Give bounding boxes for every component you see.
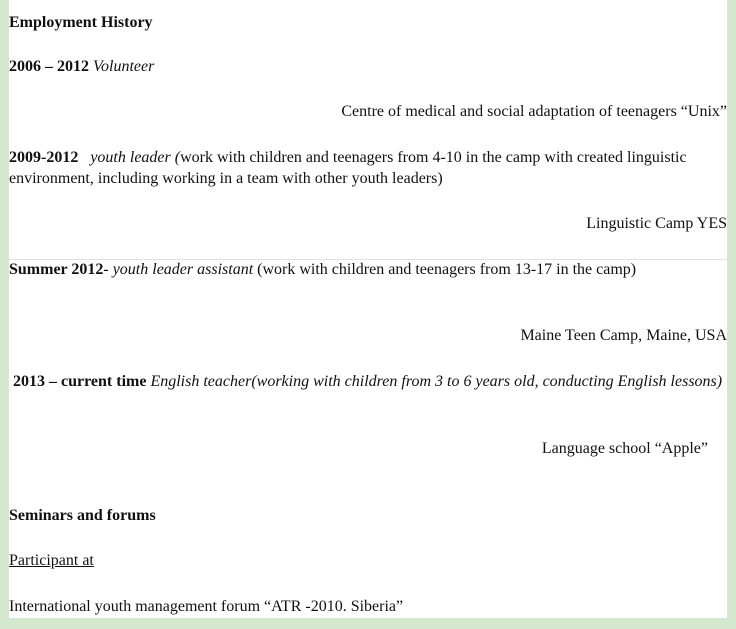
employment-history-heading: Employment History (9, 14, 153, 31)
entry-title: Volunteer (93, 58, 155, 75)
seminar-item: International youth management forum “ATR -2010. Siberia” (9, 598, 404, 615)
entry-description: work with children and teenagers from 4-10 in the camp with created linguistic environment, including working in a team with other youth leaders) (9, 149, 687, 187)
resume-page (9, 0, 727, 618)
employment-entry-3 (9, 259, 709, 280)
entry-title: youth leader assistant (112, 261, 254, 278)
employment-entry-4-org: Language school “Apple” (541, 440, 708, 457)
entry-dates: 2009-2012 (9, 149, 79, 166)
entry-dates: 2006 – 2012 (9, 58, 89, 75)
entry-dates: 2013 – current time (13, 373, 147, 390)
entry-title: youth leader ( (90, 149, 181, 166)
employment-entry-2 (9, 147, 727, 189)
employment-entry-4 (9, 371, 727, 392)
entry-separator: - (103, 261, 113, 278)
entry-dates: Summer 2012 (9, 261, 104, 278)
employment-entry-1-org: Centre of medical and social adaptation of teenagers “Unix” (341, 103, 727, 120)
entry-title: English teacher(working with children from 3 to 6 years old, conducting English lessons) (150, 373, 723, 390)
employment-entry-3-org: Maine Teen Camp, Maine, USA (520, 327, 727, 344)
employment-entry-2-org: Linguistic Camp YES (586, 215, 727, 232)
seminars-subheading: Participant at (9, 552, 94, 569)
seminars-heading: Seminars and forums (9, 507, 156, 524)
employment-entry-1 (9, 56, 154, 77)
entry-description: (work with children and teenagers from 13-17 in the camp) (253, 261, 637, 278)
